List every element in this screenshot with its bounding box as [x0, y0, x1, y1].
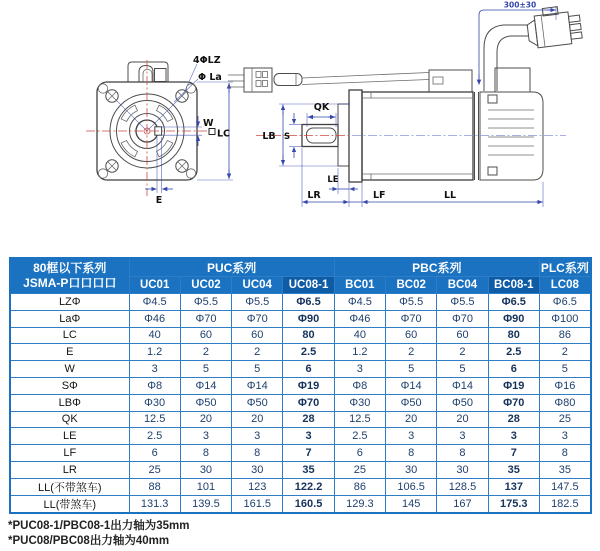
spec-value: 20 — [232, 411, 283, 428]
spec-value: 35 — [539, 461, 590, 478]
spec-value: 101 — [180, 478, 231, 495]
spec-value: 86 — [334, 478, 385, 495]
spec-value: 7 — [283, 445, 334, 462]
dim-label-lf: LF — [373, 190, 386, 201]
spec-value: 2.5 — [129, 428, 180, 445]
spec-row-label: LL(带煞车) — [10, 495, 129, 513]
pilot-diameter-label: Φ La — [198, 72, 222, 83]
spec-value: 8 — [232, 445, 283, 462]
spec-value: Φ50 — [180, 394, 231, 411]
dim-label-lb: LB — [262, 131, 276, 142]
spec-value: Φ14 — [386, 377, 437, 394]
spec-value: 3 — [283, 428, 334, 445]
encoder-connector — [228, 68, 302, 92]
spec-value: Φ16 — [539, 377, 590, 394]
junction-box — [429, 70, 472, 92]
spec-value: 2 — [386, 344, 437, 361]
spec-value: 20 — [437, 411, 488, 428]
table-corner-header: 80框以下系列 JSMA-P口口口口 — [10, 258, 129, 294]
spec-value: 30 — [386, 461, 437, 478]
dim-label-lr: LR — [307, 190, 321, 201]
spec-row-label: LaΦ — [10, 310, 129, 327]
spec-value: Φ46 — [334, 310, 385, 327]
spec-row-label: LC — [10, 327, 129, 344]
spec-value: 60 — [386, 327, 437, 344]
spec-row-label: LE — [10, 428, 129, 445]
spec-value: 25 — [539, 411, 590, 428]
spec-value: Φ30 — [334, 394, 385, 411]
spec-value: Φ50 — [232, 394, 283, 411]
spec-value: 35 — [488, 461, 539, 478]
dim-label-qk: QK — [313, 102, 330, 113]
side-view — [228, 1, 583, 208]
dim-label-w: W — [203, 118, 214, 129]
spec-value: 167 — [437, 495, 488, 513]
spec-value: 137 — [488, 478, 539, 495]
spec-value: Φ14 — [437, 377, 488, 394]
spec-value: 2.5 — [488, 344, 539, 361]
spec-value: Φ14 — [232, 377, 283, 394]
spec-value: 40 — [129, 327, 180, 344]
spec-value: 2 — [539, 344, 590, 361]
spec-table — [9, 257, 592, 514]
model-header: BC04 — [437, 277, 488, 294]
spec-value: Φ70 — [386, 310, 437, 327]
footnotes — [8, 519, 190, 548]
spec-value: 175.3 — [488, 495, 539, 513]
pilot-boss — [338, 104, 349, 166]
spec-value: Φ5.5 — [180, 294, 231, 311]
terminal-box — [128, 62, 168, 82]
spec-value: 106.5 — [386, 478, 437, 495]
spec-value: 30 — [180, 461, 231, 478]
spec-value: Φ70 — [283, 394, 334, 411]
spec-value: Φ46 — [129, 310, 180, 327]
spec-value: Φ14 — [180, 377, 231, 394]
spec-value: 182.5 — [539, 495, 590, 513]
dim-label-e: E — [155, 195, 163, 206]
spec-value: 25 — [129, 461, 180, 478]
spec-value: 5 — [386, 361, 437, 378]
spec-value: 8 — [437, 445, 488, 462]
spec-row-label: LR — [10, 461, 129, 478]
model-header: BC08-1 — [488, 277, 539, 294]
spec-value: 12.5 — [334, 411, 385, 428]
spec-row-label: LZΦ — [10, 294, 129, 311]
model-header: UC02 — [180, 277, 231, 294]
encoder-cable — [302, 73, 429, 79]
spec-value: Φ6.5 — [283, 294, 334, 311]
spec-value: Φ5.5 — [437, 294, 488, 311]
power-cable — [484, 25, 530, 92]
spec-value: Φ5.5 — [386, 294, 437, 311]
spec-value: 128.5 — [437, 478, 488, 495]
power-connector — [525, 4, 582, 49]
model-header: BC02 — [386, 277, 437, 294]
spec-value: 3 — [386, 428, 437, 445]
spec-value: 6 — [283, 361, 334, 378]
dim-label-ll: LL — [443, 190, 457, 201]
model-header: BC01 — [334, 277, 385, 294]
model-header: UC08-1 — [283, 277, 334, 294]
spec-value: 8 — [386, 445, 437, 462]
spec-value: 86 — [539, 327, 590, 344]
spec-row-label: QK — [10, 411, 129, 428]
dim-label-s: S — [283, 132, 291, 142]
cable-length-label: 300±30 — [503, 0, 537, 10]
spec-value: 147.5 — [539, 478, 590, 495]
dim-label-le: LE — [327, 175, 339, 185]
spec-value: 160.5 — [283, 495, 334, 513]
spec-value: 20 — [180, 411, 231, 428]
series-group-header: PBC系列 — [334, 258, 539, 277]
dim-label-lc: LC — [217, 128, 231, 140]
spec-value: 25 — [334, 461, 385, 478]
spec-value: 139.5 — [180, 495, 231, 513]
spec-value: 3 — [437, 428, 488, 445]
spec-value: 122.2 — [283, 478, 334, 495]
spec-value: Φ80 — [539, 394, 590, 411]
spec-value: Φ100 — [539, 310, 590, 327]
spec-value: 30 — [232, 461, 283, 478]
cable-gland — [495, 68, 530, 92]
spec-value: Φ70 — [488, 394, 539, 411]
spec-value: Φ70 — [180, 310, 231, 327]
spec-value: 3 — [180, 428, 231, 445]
spec-value: 6 — [488, 361, 539, 378]
spec-value: 2.5 — [334, 428, 385, 445]
spec-value: 2 — [232, 344, 283, 361]
spec-value: Φ70 — [437, 310, 488, 327]
spec-row-label: LL(不带煞车) — [10, 478, 129, 495]
spec-value: Φ50 — [437, 394, 488, 411]
spec-value: 1.2 — [334, 344, 385, 361]
spec-value: 145 — [386, 495, 437, 513]
spec-value: 6 — [129, 445, 180, 462]
spec-value: 131.3 — [129, 495, 180, 513]
spec-value: 8 — [539, 445, 590, 462]
model-header: UC01 — [129, 277, 180, 294]
spec-value: Φ4.5 — [129, 294, 180, 311]
spec-value: Φ5.5 — [232, 294, 283, 311]
spec-value: 129.3 — [334, 495, 385, 513]
spec-value: 7 — [488, 445, 539, 462]
spec-value: Φ19 — [283, 377, 334, 394]
square-symbol — [209, 129, 215, 135]
spec-value: Φ8 — [334, 377, 385, 394]
series-group-header: PUC系列 — [129, 258, 334, 277]
spec-value: 60 — [232, 327, 283, 344]
spec-value: 3 — [129, 361, 180, 378]
spec-value: 40 — [334, 327, 385, 344]
spec-value: 123 — [232, 478, 283, 495]
spec-value: 80 — [488, 327, 539, 344]
spec-value: 3 — [232, 428, 283, 445]
spec-value: Φ19 — [488, 377, 539, 394]
model-header: UC04 — [232, 277, 283, 294]
dimension-drawing — [0, 0, 600, 248]
model-header: LC08 — [539, 277, 590, 294]
flange-plate — [349, 90, 362, 182]
spec-value: 1.2 — [129, 344, 180, 361]
spec-row-label: E — [10, 344, 129, 361]
spec-value: 12.5 — [129, 411, 180, 428]
spec-value: 6 — [334, 445, 385, 462]
spec-value: Φ8 — [129, 377, 180, 394]
spec-row-label: SΦ — [10, 377, 129, 394]
spec-value: 80 — [283, 327, 334, 344]
spec-value: Φ4.5 — [334, 294, 385, 311]
spec-value: 5 — [180, 361, 231, 378]
spec-value: Φ90 — [283, 310, 334, 327]
bolt-hole-label: 4ΦLZ — [193, 55, 221, 66]
front-flange-view — [86, 55, 233, 206]
spec-value: 88 — [129, 478, 180, 495]
spec-value: 3 — [539, 428, 590, 445]
spec-value: 2.5 — [283, 344, 334, 361]
spec-row-label: W — [10, 361, 129, 378]
spec-value: Φ6.5 — [539, 294, 590, 311]
spec-value: 5 — [437, 361, 488, 378]
spec-value: 28 — [283, 411, 334, 428]
spec-row-label: LBΦ — [10, 394, 129, 411]
spec-value: 35 — [283, 461, 334, 478]
spec-value: 20 — [386, 411, 437, 428]
spec-value: 2 — [180, 344, 231, 361]
series-group-header: PLC系列 — [539, 258, 590, 277]
spec-value: 8 — [180, 445, 231, 462]
spec-value: Φ30 — [129, 394, 180, 411]
spec-row-label: LF — [10, 445, 129, 462]
spec-value: 2 — [437, 344, 488, 361]
spec-value: 60 — [180, 327, 231, 344]
footnote-line: *PUC08-1/PBC08-1出力轴为35mm — [8, 520, 190, 532]
spec-value: Φ70 — [232, 310, 283, 327]
spec-value: Φ50 — [386, 394, 437, 411]
spec-value: 60 — [437, 327, 488, 344]
spec-value: 5 — [232, 361, 283, 378]
footnote-line: *PUC08/PBC08出力轴为40mm — [8, 534, 170, 547]
spec-value: Φ90 — [488, 310, 539, 327]
spec-value: 5 — [539, 361, 590, 378]
spec-value: 3 — [488, 428, 539, 445]
spec-value: Φ6.5 — [488, 294, 539, 311]
spec-value: 28 — [488, 411, 539, 428]
spec-value: 3 — [334, 361, 385, 378]
spec-value: 30 — [437, 461, 488, 478]
spec-value: 161.5 — [232, 495, 283, 513]
